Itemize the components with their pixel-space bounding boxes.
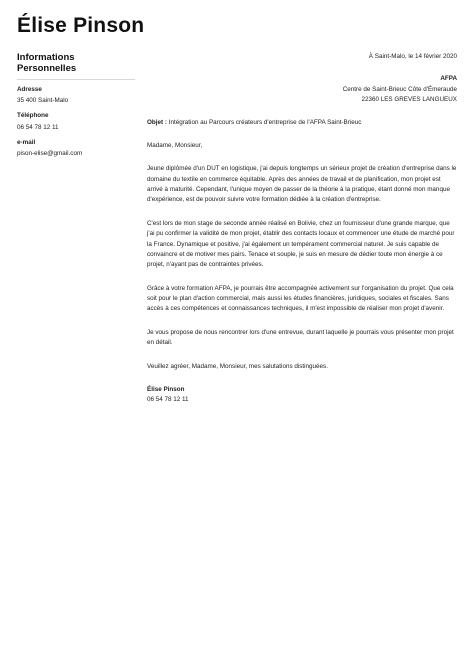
signature-block (147, 385, 457, 406)
paragraph: C'est lors de mon stage de seconde année réalisé en Bolivie, chez un fournisseur d'une grande marque, que j'ai pu confirmer la validité de mon projet, établir des contacts locaux et commencer une étude de marché pour la France. Dynamique et positive, j'ai également un tempérament commercial naturel. Je suis capable de convaincre et de motiver mes pairs. Tenace et souple, je suis en mesure de dédier toute mon énergie à ce projet, n'ayant pas de contraintes privées. (147, 219, 455, 269)
recipient-address-line-2: 22360 LES GREVES LANGUEUX (361, 96, 457, 104)
address-label: Adresse (17, 86, 42, 93)
signature-name: Élise Pinson (147, 385, 185, 393)
object-label: Objet : (147, 118, 167, 126)
paragraph: Jeune diplômée d'un DUT en logistique, j'ai depuis longtemps un sérieux projet de création d'entreprise dans le domaine du textile en commerce équitable. Après des années de travail et de planification, mon projet est arrivé à maturité. Cependant, l'unique moyen de passer de la théorie à la pratique, étant donné mon manque d'expérience, est de pouvoir suivre votre formation dédiée à la création d'entreprise. (147, 165, 457, 204)
phone-label: Téléphone (17, 112, 49, 120)
recipient-block (147, 74, 457, 105)
personal-info-title: Informations Personnelles (17, 52, 135, 80)
address-value: 35 400 Saint-Malo (17, 97, 69, 105)
paragraph: Grâce à votre formation AFPA, je pourrais être accompagnée activement sur l'organisation du projet. Que cela soit pour le plan d'action commercial, mais aussi les études financières, juridiques, sociales et fiscales. Sans accès à ces compétences et connaissances techniques, il m'est impossible de réaliser mon projet d'avenir. (147, 284, 454, 313)
object-text: Intégration au Parcours créateurs d'entreprise de l'AFPA Saint-Brieuc (166, 118, 362, 126)
phone-value: 06 54 78 12 11 (17, 123, 59, 131)
recipient-address-line-1: Centre de Saint-Brieuc Côte d'Émeraude (342, 85, 457, 93)
email-label: e-mail (17, 138, 36, 146)
paragraph: Je vous propose de nous rencontrer lors d'une entrevue, durant laquelle je pourrais vous présenter mon projet en détail. (147, 328, 454, 347)
closing-formula: Veuillez agréer, Madame, Monsieur, mes salutations distinguées. (147, 362, 328, 370)
signature-phone: 06 54 78 12 11 (147, 396, 189, 404)
email-value: pison-elise@gmail.com (17, 149, 83, 157)
applicant-name: Élise Pinson (17, 14, 145, 37)
personal-info-sidebar (17, 52, 135, 158)
salutation: Madame, Monsieur, (147, 141, 203, 149)
letter-date: À Saint-Malo, le 14 février 2020 (368, 53, 457, 60)
recipient-company: AFPA (440, 75, 457, 83)
letter-object (147, 118, 457, 128)
letter-body (147, 52, 457, 406)
